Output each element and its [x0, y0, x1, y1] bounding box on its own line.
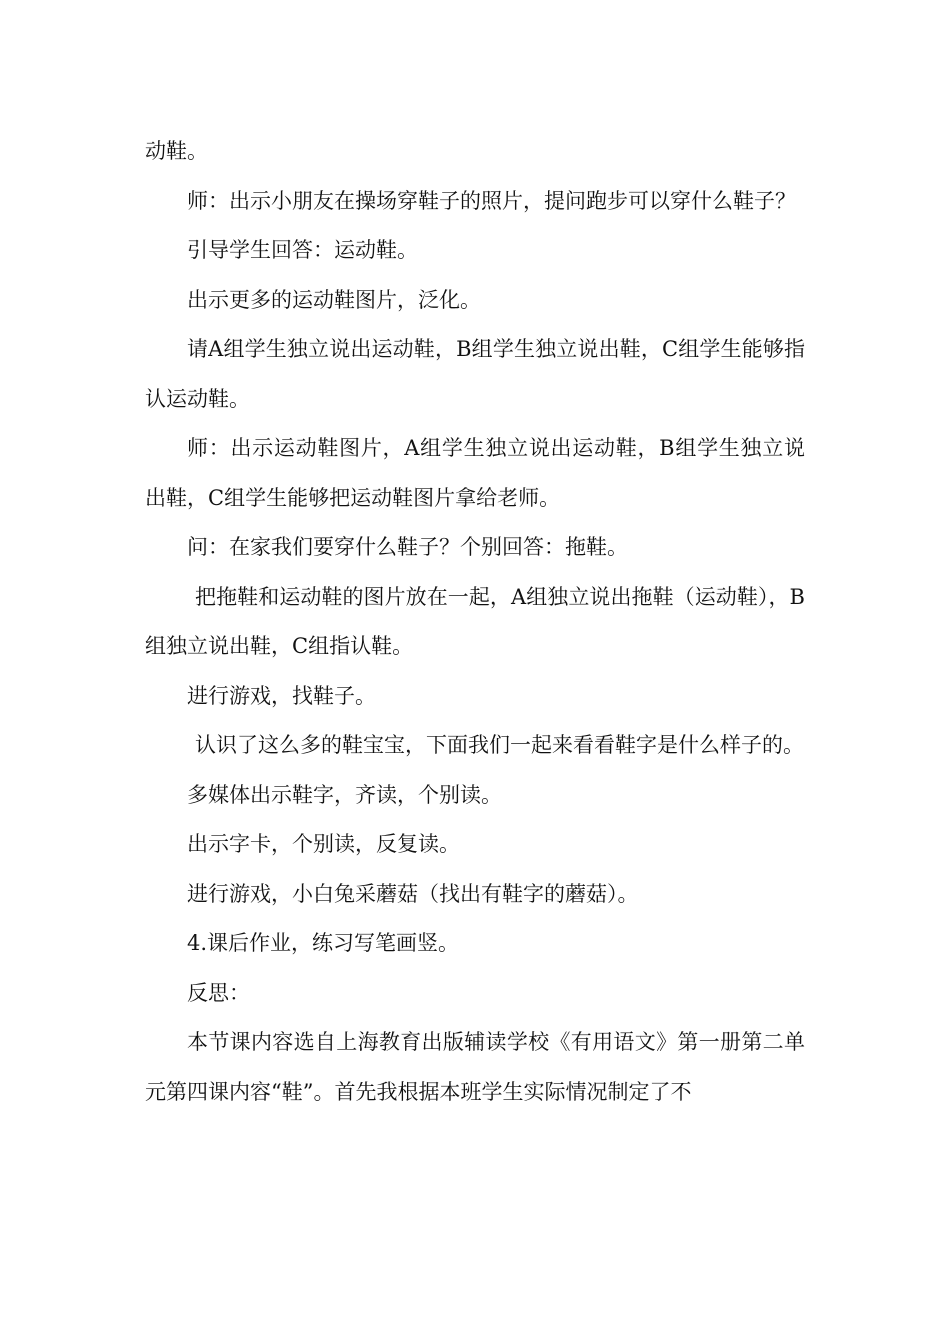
paragraph: 把拖鞋和运动鞋的图片放在一起，A组独立说出拖鞋（运动鞋），B组独立说出鞋，C组指认鞋。 [145, 584, 805, 658]
paragraph: 本节课内容选自上海教育出版辅读学校《有用语文》第一册第二单元第四课内容“鞋”。首先我根据本班学生实际情况制定了不 [145, 1030, 805, 1104]
paragraph: 请A组学生独立说出运动鞋，B组学生独立说出鞋，C组学生能够指认运动鞋。 [145, 337, 805, 411]
paragraph: 问：在家我们要穿什么鞋子？个别回答：拖鞋。 [187, 535, 628, 559]
paragraph: 师：出示运动鞋图片，A组学生独立说出运动鞋，B组学生独立说出鞋，C组学生能够把运动鞋图片拿给老师。 [145, 436, 805, 510]
paragraph: 出示字卡，个别读，反复读。 [187, 832, 460, 856]
paragraph: 反思： [187, 980, 250, 1005]
paragraph: 认识了这么多的鞋宝宝，下面我们一起来看看鞋字是什么样子的。 [195, 733, 804, 757]
document-body [145, 127, 805, 1117]
paragraph: 师：出示小朋友在操场穿鞋子的照片，提问跑步可以穿什么鞋子？ [187, 188, 796, 213]
paragraph: 引导学生回答：运动鞋。 [187, 238, 418, 262]
paragraph: 4.课后作业，练习写笔画竖。 [187, 931, 460, 955]
paragraph: 进行游戏，小白兔采蘑菇（找出有鞋字的蘑菇）。 [187, 881, 639, 906]
paragraph: 进行游戏，找鞋子。 [187, 683, 376, 708]
paragraph: 出示更多的运动鞋图片，泛化。 [187, 287, 481, 312]
paragraph: 多媒体出示鞋字，齐读，个别读。 [187, 782, 502, 807]
paragraph: 动鞋。 [145, 139, 208, 163]
